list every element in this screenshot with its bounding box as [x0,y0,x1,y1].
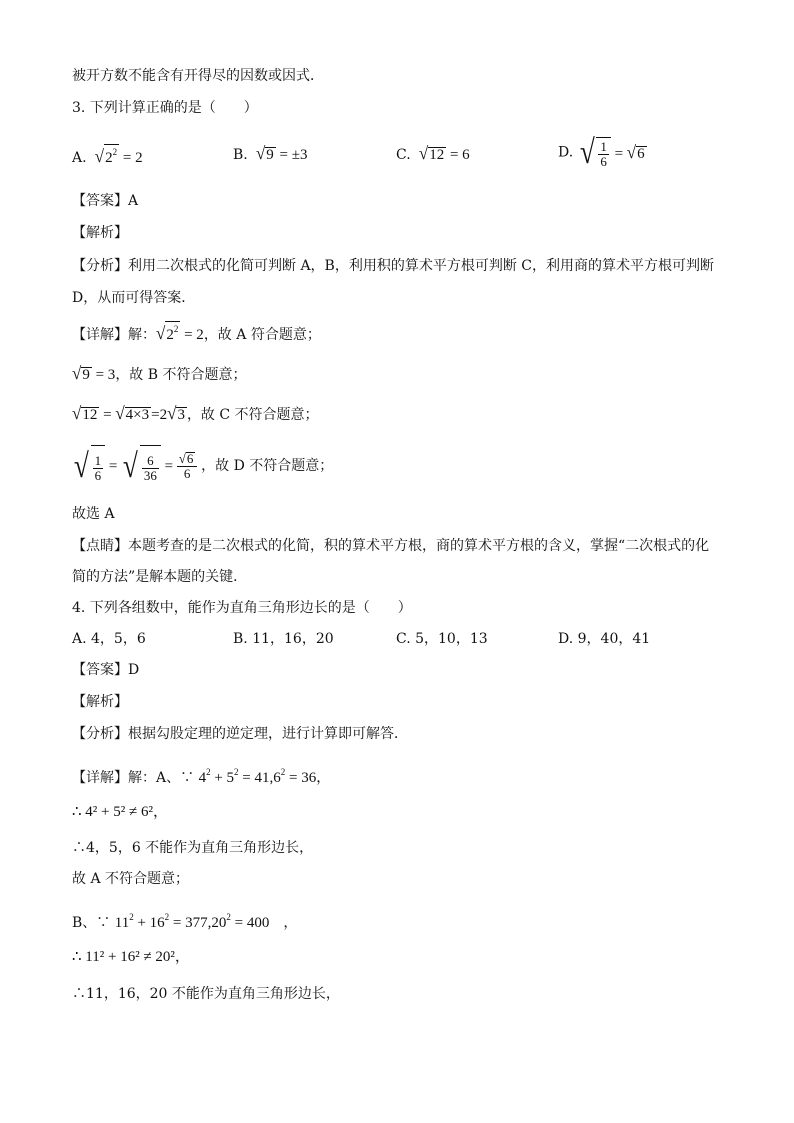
q3-option-b-label: B. [233,147,248,163]
intro-text: 被开方数不能含有开得尽的因数或因式． [72,68,324,84]
q4-line-a3: ∴4，5，6 不能作为直角三角形边长， [72,840,314,856]
q3-detail-c: √12 = √4×3 =2√3 ，故 C 不符合题意； [72,403,319,424]
q3-fenxi-cont: D，从而可得答案． [72,290,196,306]
q3-detail-a-text: ，故 A 符合题意； [203,327,321,343]
q3-option-a-label: A. [72,150,87,166]
q4-option-d: D. 9，40，41 [558,631,651,647]
q4-option-b: B. 11，16，20 [233,631,334,647]
q3-option-b [233,144,308,165]
q3-analysis-heading: 【解析】 [72,225,128,241]
q4-line-a2: ∴ 4² + 5² ≠ 6²， [72,804,168,820]
q3-detail-prefix: 【详解】解： [72,327,156,343]
q3-fenxi: 【分析】利用二次根式的化简可判断 A，B，利用积的算术平方根可判断 C，利用商的算术平方根可判断 [72,258,715,274]
q3-option-d-label: D. [558,144,574,161]
q4-detail-prefix: 【详解】解：A、∵ [72,770,199,786]
q3-dianjing: 【点睛】本题考查的是二次根式的化简，积的算术平方根，商的算术平方根的含义，掌握“二次根式的化 [72,538,710,554]
q3-detail-d-text: ，故 D 不符合题意； [201,457,334,474]
q4-detail-b-prefix: B、∵ [72,915,115,931]
q4-detail-b: B、∵ $11^2 + 16^2 = 377,20^2 = 400$ ， [72,912,298,931]
q3-dianjing-cont: 简的方法”是解本题的关键． [72,569,248,585]
q3-detail-a: 【详解】解：$√2^2 = 2$，故 A 符合题意； [72,321,321,345]
q4-line-a4: 故 A 不符合题意； [72,871,190,887]
q4-detail-a: 【详解】解：A、∵ $4^2 + 5^2 = 41,6^2 = 36$， [72,767,331,786]
q3-option-c-label: C. [396,147,411,163]
q3-option-d [558,136,647,170]
q3-detail-d: √ $\frac{1}{6}$ = √ $\frac{6}{36}$ = $\frac{√6}{6}$ ，故 D 不符合题意； [72,445,333,488]
q3-stem: 3. 下列计算正确的是（ ） [72,100,258,116]
q3-option-d-math: √ $\frac{1}{6}$ = √6 [579,134,645,171]
q3-option-b-math: √9 = ±3 [255,143,308,164]
q4-answer: 【答案】D [72,662,140,678]
q4-analysis-heading: 【解析】 [72,694,128,710]
q3-detail-b-text: ，故 B 不符合题意； [115,367,247,383]
q3-detail-b: √9 = 3，故 B 不符合题意； [72,363,247,384]
q4-line-b3: ∴11，16，20 不能作为直角三角形边长， [72,986,340,1002]
q4-stem: 4. 下列各组数中，能作为直角三角形边长的是（ ） [72,600,412,616]
q3-option-c-math: √12 = 6 [418,143,470,164]
q4-option-a: A. 4，5，6 [72,631,146,647]
q3-choose: 故选 A [72,506,115,522]
q4-line-b2: ∴ 11² + 16² ≠ 20²， [72,949,190,965]
q3-detail-c-text: ，故 C 不符合题意； [186,407,319,423]
q4-fenxi: 【分析】根据勾股定理的逆定理，进行计算即可解答． [72,726,408,742]
q3-option-c [396,144,470,165]
q3-answer: 【答案】A [72,193,139,209]
q4-option-c: C. 5，10，13 [396,631,488,647]
q3-option-a-math: $√2^2 = 2$ [91,150,143,166]
q3-option-a [72,144,143,168]
